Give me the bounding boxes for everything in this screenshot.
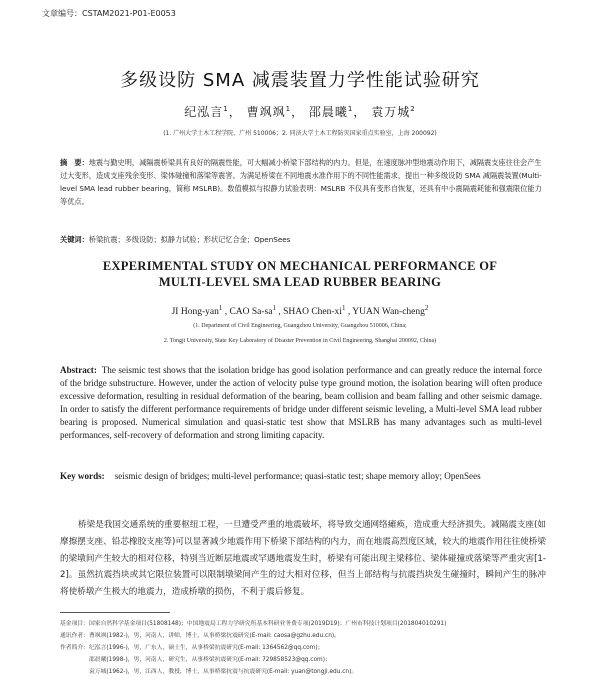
english-authors: JI Hong-yan$^1$ , CAO $Sa-sa^1$ , SHAO Chen-$xi^1$ , YUAN Wan-cheng$^2$: [171, 304, 429, 318]
english-title-line: EXPERIMENTAL STUDY ON MECHANICAL PERFORMANCE OF: [102, 259, 498, 273]
chinese-title: 多级设防 SMA 减震装置力学性能试验研究: [120, 70, 480, 91]
chinese-abstract-text: 地震与勤史明，减隔震桥梁具有良好的隔震性能，可大幅减小桥梁下部结构的内力。但是，在速度脉冲型地震动作用下，减隔震支座往往会产生过大变形，造成支座残余变形、梁体碰撞和落梁等震害。为满足桥梁在不同地震水准作用下的不同性能需求，提出一种多级设防 SMA 减隔震装置(Multi-level SMA lead rubber bearing，简称 MSLRB)。数值模拟与拟静力试验表明：MSLRB 不仅具有变形自恢复，还具有中小震隔震耗能和强震限位能力等优点。: [60, 158, 542, 206]
english-abstract: [60, 364, 542, 442]
author-name: 袁万城: [371, 105, 411, 119]
footnote-author: 邵晨曦(1998-)，男，河南人，研究生，从事桥梁抗震研究(E-mail: 729858523@qq.com)；: [60, 657, 331, 663]
author-name: YUAN Wan-cheng: [352, 307, 425, 318]
chinese-authors: 纪泓言$^1$， 曹飒飒$^1$， 邵晨曦$^1$， 袁万城$^2$: [184, 105, 416, 119]
author-sup: 1: [223, 105, 229, 113]
author-name: SHAO Chen-xi: [283, 307, 342, 318]
english-affiliation-1: (1. Department of Civil Engineering, Guangzhou University, Guangzhou 510006, China;: [193, 323, 407, 329]
author-name: JI Hong-yan: [171, 307, 219, 318]
body-paragraph: 桥梁是我国交通系统的重要枢纽工程，一旦遭受严重的地震破坏，将导致交通网络瘫痪，造成重大经济损失。减隔震支座(如摩擦摆支座、铅芯橡胶支座等)可以显著减少地震作用下桥梁下部结构的内力，而在地震高烈度区域，较大的地震作用往往使桥梁的梁墩间产生较大的相对位移，特别当近断层地震或罕遇地震发生时，桥梁有可能出现主梁移位、梁体碰撞或落梁等严重灾害[1-2]。虽然抗震挡块或其它限位装置可以限制墩梁间产生的过大相对位移，但当上部结构与抗震挡块发生碰撞时，瞬间产生的脉冲将使桥墩产生极大的地震力，造成桥墩的损伤，不利于震后修复。: [60, 520, 546, 598]
english-title-line: MULTI-LEVEL SMA LEAD RUBBER BEARING: [158, 275, 442, 289]
footnote-corresponding: 通讯作者：曹飒飒(1982-)，男，河南人，讲师，博士，从事桥梁抗震研究(E-mail: caosa@gzhu.edu.cn)。: [60, 633, 340, 639]
author-sup: 1: [272, 304, 276, 312]
author-name: 纪泓言: [184, 105, 224, 119]
author-sup: 2: [410, 105, 416, 113]
chinese-affiliation: (1. 广州大学土木工程学院，广州 510006；2. 同济大学土木工程防灾国家重点实验室，上海 200092): [163, 130, 437, 137]
english-abstract-label: Abstract:: [60, 365, 97, 375]
author-sup: 1: [218, 304, 223, 312]
footnote-divider: [60, 612, 170, 613]
english-affiliation-2: 2. Tongji University, State Key Laboratory of Disaster Prevention in Civil Engineering, Shanghai 200092, China): [163, 338, 437, 344]
english-keywords: [60, 470, 542, 483]
chinese-keywords-text: 桥梁抗震；多级设防；拟静力试验；形状记忆合金；OpenSees: [88, 235, 291, 244]
footnote-funding: 基金项目：国家自然科学基金项目(51808148)；中国地震局工程力学研究所基本科研业务费专项(2019D19)；广州市科技计划项目(201804010291): [60, 621, 447, 627]
author-name: CAO Sa-sa: [229, 307, 273, 318]
author-name: 邵晨曦: [308, 105, 348, 119]
author-sup: 1: [285, 105, 292, 113]
footnote-author: 袁万城(1962-)，男，江西人，教授，博士，从事桥梁抗震与抗震研究(E-mail: yuan@tongji.edu.cn)。: [60, 669, 358, 675]
chinese-keywords: [60, 235, 546, 245]
english-abstract-text: The seismic test shows that the isolation bridge has good isolation performance and can greatly reduce the internal force of the bridge substructure. However, under the action of velocity pulse type ground motion, the isolation bearing will often produce excessive deformation, resulting in residual deformation of the bearing, beam collision and beam falling and other seismic damage. In order to satisfy the different performance requirements of bridge under different seismic leveling, a Multi-level SMA lead rubber bearing is proposed. Numerical simulation and quasi-static test show that MSLRB has many advantages such as multi-level performances, self-recovery of deformation and strong limiting capacity.: [60, 365, 542, 440]
author-sup: 2: [424, 304, 429, 312]
author-sup: 1: [341, 304, 346, 312]
author-name: 曹飒飒: [246, 105, 286, 119]
footnote-author: 作者简介：纪泓言(1996-)，男，广东人，硕士生，从事桥梁抗震研究(E-mail: 1364562@qq.com)；: [60, 645, 324, 651]
english-title: [0, 258, 600, 290]
author-sup: 1: [347, 105, 354, 113]
chinese-abstract-label: 摘 要：: [60, 158, 89, 167]
chinese-keywords-label: 关键词：: [60, 235, 89, 244]
chinese-abstract: [60, 156, 546, 208]
article-number: 文章编号：CSTAM2021-P01-E0053: [42, 9, 176, 18]
english-keywords-label: Key words:: [60, 471, 105, 481]
english-keywords-text: seismic design of bridges; multi-level performance; quasi-static test; shape memory alloy; OpenSees: [114, 471, 481, 481]
